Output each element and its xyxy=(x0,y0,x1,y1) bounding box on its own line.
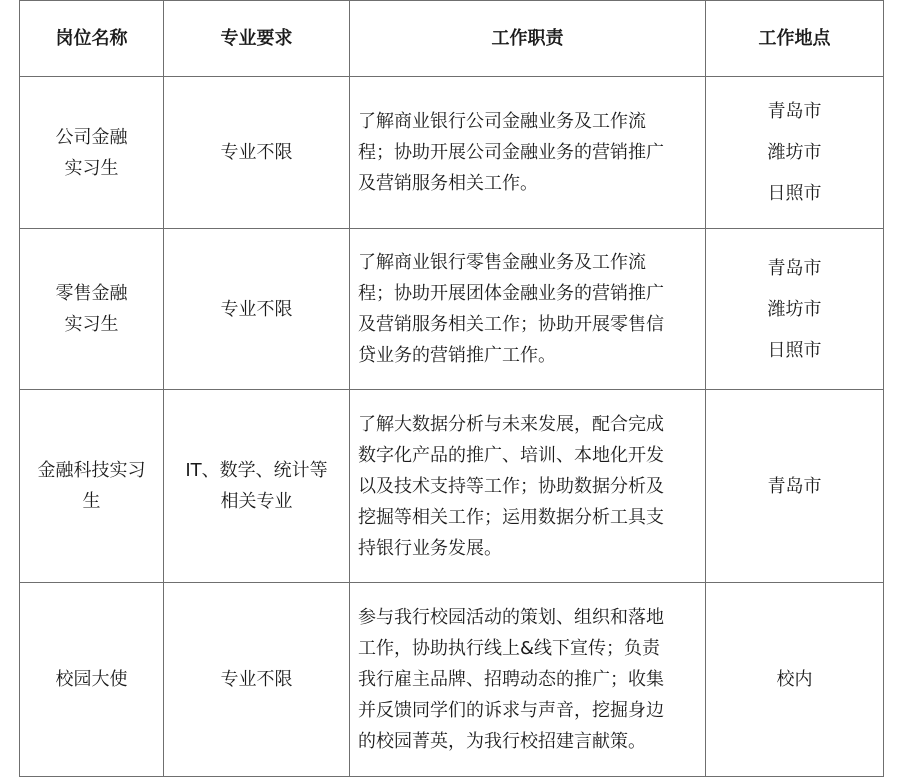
major-cell xyxy=(164,390,350,583)
duty-line: 贷业务的营销推广工作。 xyxy=(358,345,556,366)
duty-line: 参与我行校园活动的策划、组织和落地 xyxy=(358,607,664,628)
position-line: 金融科技实习 xyxy=(37,460,146,481)
header-position: 岗位名称 xyxy=(20,1,164,77)
position-line: 零售金融 xyxy=(55,283,128,304)
duty-line: 以及技术支持等工作；协助数据分析及 xyxy=(358,475,664,497)
table-row xyxy=(20,390,884,583)
location-city: 日照市 xyxy=(767,339,822,361)
duty-line: 并反馈同学们的诉求与声音，挖掘身边 xyxy=(358,700,664,721)
header-duties: 工作职责 xyxy=(350,1,706,77)
position-cell xyxy=(20,229,164,390)
location-city: 潍坊市 xyxy=(767,142,822,163)
position-line: 实习生 xyxy=(64,157,119,179)
duty-line: 了解商业银行公司金融业务及工作流 xyxy=(358,111,646,132)
location-cell xyxy=(706,583,884,777)
location-cell xyxy=(706,77,884,229)
position-cell xyxy=(20,390,164,583)
table-header-row xyxy=(20,1,884,77)
position-line: 校园大使 xyxy=(55,669,128,690)
duties-cell xyxy=(350,77,706,229)
duty-line: 持银行业务发展。 xyxy=(358,537,502,559)
duty-line: 了解商业银行零售金融业务及工作流 xyxy=(358,252,646,273)
table-row xyxy=(20,229,884,390)
major-line: 专业不限 xyxy=(220,669,293,690)
location-city: 青岛市 xyxy=(767,475,822,497)
location-cell xyxy=(706,390,884,583)
position-line: 实习生 xyxy=(64,314,119,335)
major-line: 专业不限 xyxy=(220,142,293,163)
header-location: 工作地点 xyxy=(706,1,884,77)
duties-cell xyxy=(350,583,706,777)
table-row xyxy=(20,77,884,229)
location-city: 青岛市 xyxy=(767,101,822,122)
duty-line: 的校园菁英，为我行校招建言献策。 xyxy=(358,731,646,752)
duty-line: 工作，协助执行线上&线下宣传；负责 xyxy=(358,638,661,659)
major-cell xyxy=(164,583,350,777)
location-city: 日照市 xyxy=(767,183,822,204)
duties-cell xyxy=(350,229,706,390)
duties-cell xyxy=(350,390,706,583)
duty-line: 及营销服务相关工作。 xyxy=(358,173,538,194)
major-cell xyxy=(164,77,350,229)
location-city: 潍坊市 xyxy=(767,298,822,320)
duty-line: 我行雇主品牌、招聘动态的推广；收集 xyxy=(358,669,664,690)
duty-line: 挖掘等相关工作；运用数据分析工具支 xyxy=(358,506,664,528)
position-cell xyxy=(20,583,164,777)
major-line: 相关专业 xyxy=(220,491,293,512)
duty-line: 程；协助开展公司金融业务的营销推广 xyxy=(358,142,664,163)
location-city: 校内 xyxy=(776,669,813,690)
table-row xyxy=(20,583,884,777)
major-line: IT、数学、统计等 xyxy=(185,460,328,481)
duty-line: 数字化产品的推广、培训、本地化开发 xyxy=(358,444,664,466)
duty-line: 了解大数据分析与未来发展，配合完成 xyxy=(358,413,664,435)
position-line: 公司金融 xyxy=(55,126,128,148)
duty-line: 及营销服务相关工作；协助开展零售信 xyxy=(358,314,664,335)
position-cell xyxy=(20,77,164,229)
location-city: 青岛市 xyxy=(767,257,822,279)
position-line: 生 xyxy=(82,491,101,512)
job-positions-table xyxy=(19,0,884,777)
major-cell xyxy=(164,229,350,390)
duty-line: 程；协助开展团体金融业务的营销推广 xyxy=(358,283,664,304)
major-line: 专业不限 xyxy=(220,298,293,320)
location-cell xyxy=(706,229,884,390)
header-major: 专业要求 xyxy=(164,1,350,77)
